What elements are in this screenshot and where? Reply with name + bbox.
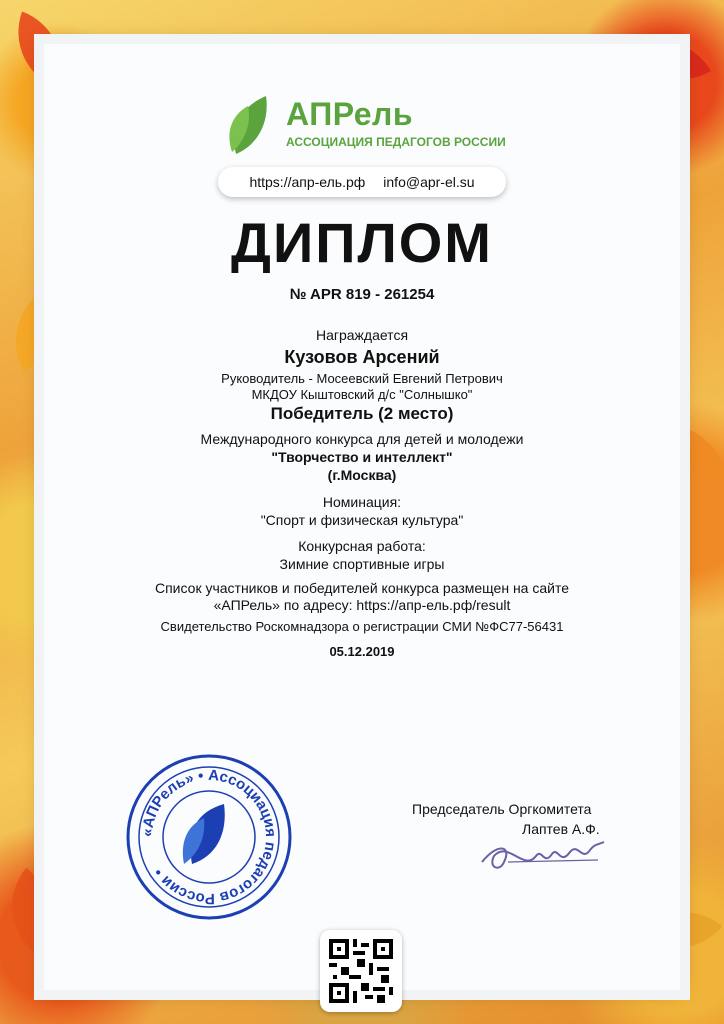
- logo-subtitle: АССОЦИАЦИЯ ПЕДАГОГОВ РОССИИ: [286, 135, 506, 149]
- chairman-title: Председатель Оргкомитета: [412, 801, 592, 817]
- supervisor-line: Руководитель - Мосеевский Евгений Петрович: [221, 371, 503, 386]
- registration-line: Свидетельство Роскомнадзора о регистрации СМИ №ФС77-56431: [160, 619, 564, 634]
- place-line: Победитель (2 место): [270, 404, 454, 423]
- apr-logo: [226, 92, 506, 162]
- qr-code-card: [320, 930, 402, 1012]
- work-value: Зимние спортивные игры: [279, 556, 445, 572]
- email-link[interactable]: info@apr-el.su: [383, 174, 475, 190]
- work-label: Конкурсная работа:: [298, 538, 426, 554]
- diploma-number: № APR 819 - 261254: [289, 286, 435, 303]
- green-leaf-icon: [226, 94, 278, 156]
- contest-name: "Творчество и интеллект": [271, 449, 453, 465]
- diploma-date: 05.12.2019: [329, 644, 395, 659]
- list-line-2: «АПРель» по адресу: https://апр-ель.рф/result: [213, 597, 511, 613]
- recipient-name: Кузовов Арсений: [284, 347, 440, 367]
- association-stamp: [124, 752, 294, 922]
- handwritten-signature: [478, 832, 608, 882]
- institution-line: МКДОУ Кыштовский д/с "Солнышко": [251, 387, 473, 402]
- website-link[interactable]: https://апр-ель.рф: [249, 174, 366, 190]
- stamp-text: «АПРель» • Ассоциация педагогов России •: [138, 766, 280, 908]
- nomination-label: Номинация:: [322, 494, 402, 510]
- logo-title: АПРель: [286, 96, 414, 132]
- diploma-title: ДИПЛОМ: [231, 211, 493, 274]
- contest-city: (г.Москва): [327, 467, 397, 483]
- qr-code[interactable]: [329, 939, 393, 1003]
- contest-line: Международного конкурса для детей и молодежи: [200, 431, 524, 447]
- contacts-pill: [218, 167, 506, 197]
- awarded-label: Награждается: [315, 327, 409, 343]
- chairman-name: Лаптев А.Ф.: [522, 821, 600, 837]
- nomination-value: "Спорт и физическая культура": [260, 512, 464, 528]
- list-line-1: Список участников и победителей конкурса размещен на сайте: [154, 580, 569, 596]
